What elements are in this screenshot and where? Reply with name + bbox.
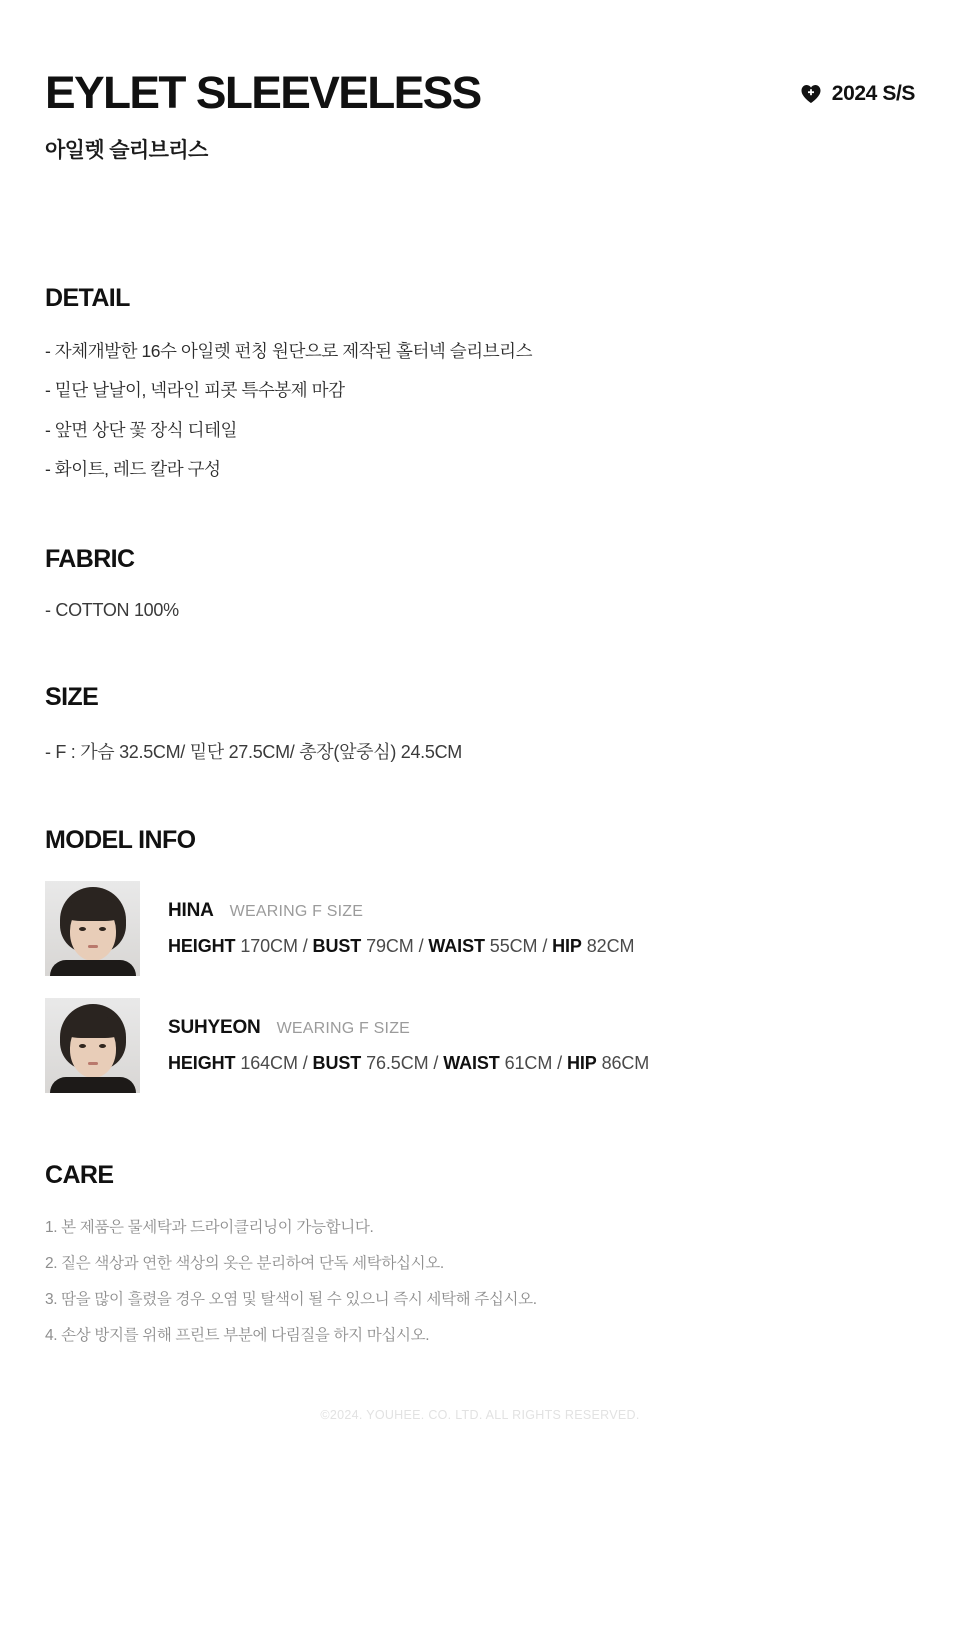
bust-value: 79CM — [366, 935, 414, 956]
hip-label: HIP — [566, 1052, 597, 1073]
page-subtitle: 아일렛 슬리브리스 — [45, 139, 208, 162]
model-text — [140, 900, 634, 957]
waist-value: 55CM — [489, 935, 538, 956]
model-photo — [45, 881, 140, 976]
model-photo — [45, 998, 140, 1093]
section-size — [45, 683, 915, 764]
model-name: HINA — [168, 899, 214, 921]
care-line: 3. 땀을 많이 흘렸을 경우 오염 및 탈색이 될 수 있으니 즉시 세탁해 주십시오. — [45, 1291, 537, 1308]
waist-value: 61CM — [504, 1052, 553, 1073]
page-header — [45, 67, 915, 164]
season-badge — [800, 70, 915, 106]
section-heading-care: CARE — [45, 1160, 114, 1189]
section-heading-size: SIZE — [45, 682, 99, 711]
model-portrait-icon — [45, 881, 140, 976]
page-title: EYLET SLEEVELESS — [45, 67, 481, 118]
hip-value: 86CM — [601, 1052, 650, 1073]
model-measurements: HEIGHT 170CM / BUST 79CM / WAIST 55CM / HIP 82CM — [168, 935, 635, 956]
section-fabric — [45, 545, 915, 621]
height-value: 164CM — [240, 1052, 298, 1073]
waist-label: WAIST — [428, 935, 485, 956]
waist-label: WAIST — [443, 1052, 500, 1073]
care-line: 2. 짙은 색상과 연한 색상의 옷은 분리하여 단독 세탁하십시오. — [45, 1254, 444, 1272]
model-portrait-icon — [45, 998, 140, 1093]
model-wearing-size: WEARING F SIZE — [229, 902, 364, 920]
bust-value: 76.5CM — [366, 1052, 429, 1073]
height-value: 170CM — [240, 935, 298, 956]
fabric-line: - COTTON 100% — [45, 599, 179, 620]
model-wearing-size: WEARING F SIZE — [276, 1019, 411, 1037]
section-heading-detail: DETAIL — [45, 284, 130, 312]
height-label: HEIGHT — [168, 935, 236, 956]
bust-label: BUST — [312, 1052, 362, 1073]
season-label: 2024 S/S — [831, 82, 915, 105]
model-name-row — [168, 1017, 649, 1039]
height-label: HEIGHT — [168, 1052, 236, 1073]
detail-line: - 밑단 날날이, 넥라인 피콧 특수봉제 마감 — [45, 380, 345, 401]
section-heading-model-info: MODEL INFO — [45, 825, 196, 854]
model-name: SUHYEON — [168, 1016, 261, 1038]
heart-icon — [800, 83, 822, 105]
copyright-text: ©2024. YOUHEE. CO. LTD. ALL RIGHTS RESERVED. — [320, 1407, 640, 1422]
size-line: - F : 가슴 32.5CM/ 밑단 27.5CM/ 총장(앞중심) 24.5CM — [45, 741, 462, 762]
model-text — [140, 1017, 649, 1074]
model-row — [45, 881, 915, 976]
detail-line: - 앞면 상단 꽃 장식 디테일 — [45, 419, 237, 440]
section-detail — [45, 284, 915, 483]
care-line: 1. 본 제품은 물세탁과 드라이클리닝이 가능합니다. — [45, 1218, 374, 1236]
detail-line: - 화이트, 레드 칼라 구성 — [45, 459, 221, 480]
hip-value: 82CM — [586, 935, 635, 956]
page-footer — [45, 1408, 915, 1492]
hip-label: HIP — [552, 935, 582, 956]
model-name-row — [168, 900, 634, 922]
care-line: 4. 손상 방지를 위해 프린트 부분에 다림질을 하지 마십시오. — [45, 1327, 430, 1345]
section-care — [45, 1161, 915, 1348]
title-block — [45, 67, 481, 164]
model-row — [45, 998, 915, 1093]
section-heading-fabric: FABRIC — [45, 544, 135, 573]
model-measurements: HEIGHT 164CM / BUST 76.5CM / WAIST 61CM / HIP 86CM — [168, 1052, 650, 1073]
bust-label: BUST — [312, 935, 362, 956]
section-model-info — [45, 826, 915, 1093]
detail-line: - 자체개발한 16수 아일렛 펀칭 원단으로 제작된 홀터넥 슬리브리스 — [45, 341, 533, 361]
